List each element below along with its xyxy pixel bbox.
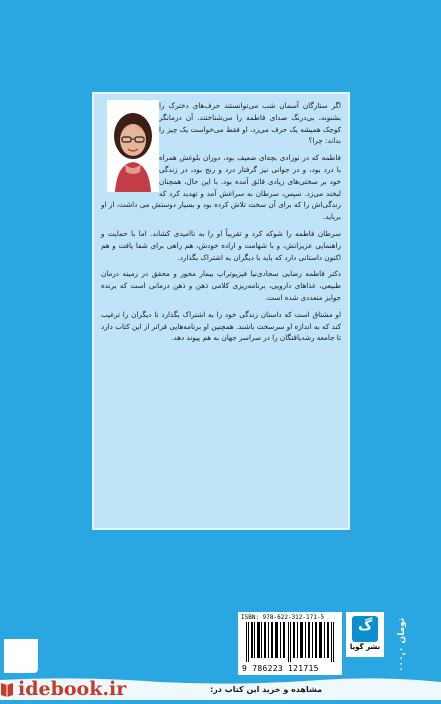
barcode-box [238,612,342,675]
publisher-logo [346,612,384,657]
book-logo-icon [0,681,14,701]
back-cover-paragraph: سرطان فاطمه را شوکه کرد و تقریباً او را به ناامیدی کشاند. اما با حمایت و راهنمایی عزیزانش، و با شهامت و اراده خودش، هم راهی برای شفا یافت و هم اکنون داستانی دارد که باید با دیگران به اشتراک بگذارد. [101,228,341,262]
barcode-number: 9 786223 121715 [242,664,319,673]
back-cover-paragraph: او مشتاق است که داستان زندگی خود را به اشتراک بگذارد تا دیگران را ترغیب کند که به اندازه او سرسخت باشند. همچنین او برنامه‌هایی فراتر از این کتاب دارد تا جامعه رشدیافتگان را در سراسر جهان به هم پیوند دهد. [101,309,341,343]
author-photo [107,100,159,192]
author-portrait-icon [107,100,159,192]
publisher-logo-icon [352,616,378,642]
isbn-label: ISBN: 978-622-312-171-5 [241,614,325,621]
publisher-logo-glyph: گ [358,618,373,634]
back-cover-paragraph: اگر ستارگان آسمان شب می‌توانستند حرف‌های دخترک را بشنوند، بی‌درنگ صدای فاطمه را می‌شناختند. آن درمانگر کوچک همیشه یک حرف می‌زد، او فقط می‌خواست یک چیز را بداند: چرا؟ [159,101,341,146]
publisher-name: نشر گویا [349,643,381,651]
back-cover-paragraph: فاطمه که در نوزادی بچه‌ای ضعیف بود، دوران بلوغش همراه با درد بود، و در جوانی نیز گرفتار درد و رنج بود، در زندگی خود بر سختی‌های زیادی فائق آمده بود. با این حال، همچنان لبخند می‌زد. سپس، سرطان به سراغش آمد و تهدید کرد که زندگی‌اش را که برای آن سخت تلاش کرده بود و بسیار دوستش می داشت، از او برباید. [101,153,341,222]
price-sticker [4,639,38,673]
watermark-cta: مشاهده و خرید این کتاب در: [210,685,323,694]
back-cover-paragraph: دکتر فاطمه رضایی سجادی‌نیا فیزیوتراپ بیمار محور و محقق در زمینه درمان طبیعی، غذاهای دارویی، برنامه‌ریزی کلامی ذهن و ذهن درمانی است که برنده جوایز متعددی شده است. [101,269,341,302]
price-label: ۰۰۰,۰ تومان [397,617,407,672]
watermark-brand: idebook.ir [18,678,127,700]
back-cover-text [101,100,341,524]
barcode-icon [244,622,336,662]
